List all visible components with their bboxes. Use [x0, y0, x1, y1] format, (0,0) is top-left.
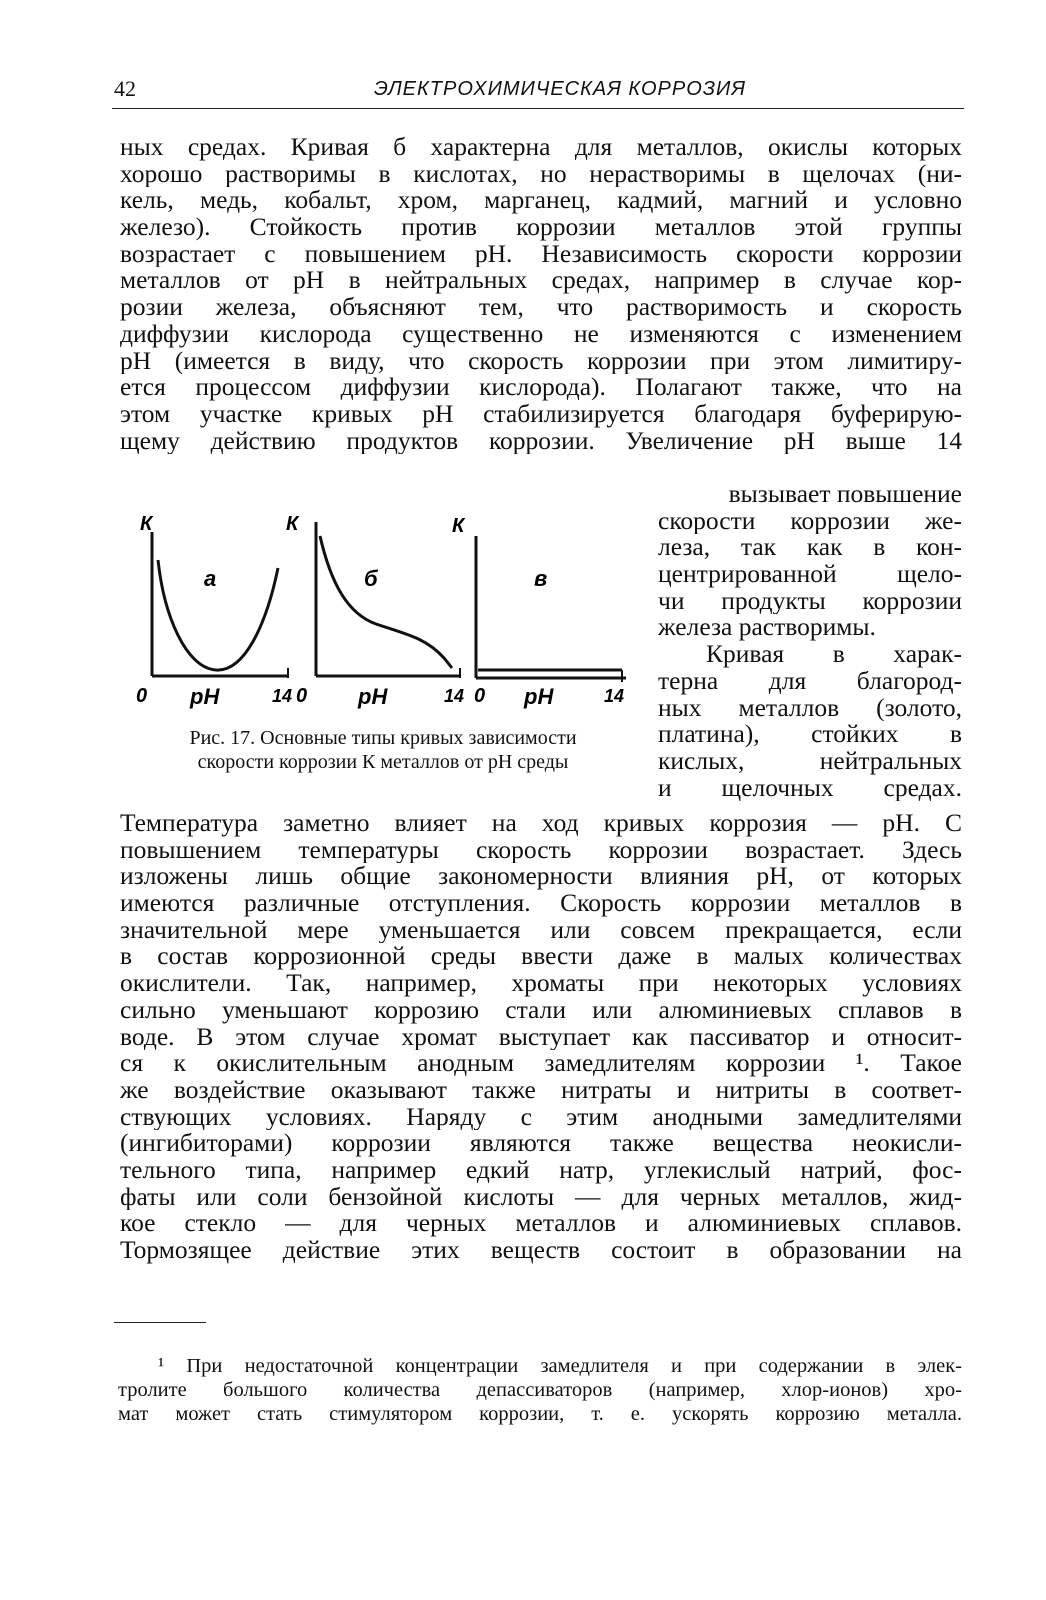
panel-b	[286, 513, 464, 709]
header-rule	[112, 108, 964, 109]
text-line: леза, так как в кон-	[658, 534, 962, 562]
panel-b-x-end: 14	[444, 686, 465, 706]
text-line: ется процессом диффузии кислорода). Полагают также, что на	[120, 374, 962, 401]
text-line: терна для благород-	[658, 667, 962, 695]
text-line: скорости коррозии же-	[658, 507, 962, 535]
text-line: ся к окислительным анодным замедлителям коррозии ¹. Такое	[120, 1050, 962, 1077]
text-line: диффузии кислорода существенно не изменяются с изменением	[120, 320, 962, 348]
panel-c-x-end: 14	[604, 686, 625, 706]
figure-caption	[118, 726, 648, 774]
text-line: железо). Стойкость против коррозии металлов этой группы	[120, 214, 962, 241]
figure-17	[126, 506, 646, 720]
text-line: ных металлов (золото,	[658, 694, 962, 722]
paragraph-bottom	[120, 810, 962, 1264]
text-line: кое стекло — для черных металлов и алюминиевых сплавов.	[120, 1210, 962, 1237]
panel-c-y-label: К	[452, 515, 465, 537]
text-line: тельного типа, например едкий натр, углекислый натрий, фос-	[120, 1156, 962, 1184]
panel-a-x-mid: pH	[190, 684, 220, 709]
text-line: платина), стойких в	[658, 721, 962, 748]
text-line: Кривая в харак-	[706, 641, 962, 668]
text-line: хорошо растворимы в кислотах, но нерастворимы в щелочах (ни-	[120, 160, 962, 188]
panel-a-x-end: 14	[272, 686, 293, 706]
text-line: ных средах. Кривая б характерна для металлов, окислы которых	[120, 134, 962, 161]
text-line: металлов от pH в нейтральных средах, например в случае кор-	[120, 267, 962, 295]
text-line: Тормозящее действие этих веществ состоит в образовании на	[120, 1237, 962, 1264]
text-line: кель, медь, кобальт, хром, марганец, кадмий, магний и условно	[120, 187, 962, 215]
text-line: сильно уменьшают коррозию стали или алюминиевых сплавов в	[120, 996, 962, 1024]
text-line: в состав коррозионной среды ввести даже в малых количествах	[120, 943, 962, 971]
running-title: ЭЛЕКТРОХИМИЧЕСКАЯ КОРРОЗИЯ	[373, 78, 746, 100]
footnote-line: мат может стать стимулятором коррозии, т. е. ускорять коррозию металла.	[118, 1403, 962, 1425]
text-line: Температура заметно влияет на ход кривых коррозия — pH. С	[120, 810, 962, 837]
text-line: и щелочных средах.	[658, 774, 962, 802]
text-line: кислых, нейтральных	[658, 747, 962, 775]
caption-line: скорости коррозии К металлов от pH среды	[197, 751, 569, 773]
panel-c	[452, 515, 626, 709]
text-line: железа растворимы.	[658, 614, 876, 642]
text-line: окислители. Так, например, хроматы при некоторых условиях	[120, 970, 962, 997]
paragraph-top	[120, 134, 962, 454]
text-line: повышением температуры скорость коррозии возрастает. Здесь	[120, 836, 962, 864]
panel-a-x-start: 0	[136, 685, 148, 707]
text-line: же воздействие оказывают также нитраты и нитриты в соответ-	[120, 1076, 962, 1104]
footnote-line: ¹ При недостаточной концентрации замедлителя и при содержании в элек-	[158, 1355, 962, 1377]
page-number: 42	[114, 76, 136, 101]
text-line: возрастает с повышением pH. Независимость скорости коррозии	[120, 240, 962, 268]
panel-c-x-start: 0	[474, 685, 486, 707]
caption-line: Рис. 17. Основные типы кривых зависимости	[189, 727, 577, 749]
text-line: этом участке кривых pH стабилизируется благодаря буферирую-	[120, 400, 962, 428]
text-line: фаты или соли бензойной кислоты — для черных металлов, жид-	[120, 1183, 962, 1211]
text-line: ствующих условиях. Наряду с этим анодными замедлителями	[120, 1103, 962, 1131]
text-line: pH (имеется в виду, что скорость коррозии при этом лимитиру-	[120, 347, 962, 375]
panel-a	[136, 513, 292, 709]
text-line: розии железа, объясняют тем, что растворимость и скорость	[120, 294, 962, 321]
text-line: имеются различные отступления. Скорость коррозии металлов в	[120, 890, 962, 917]
panel-a-letter: а	[204, 566, 217, 591]
text-line: воде. В этом случае хромат выступает как пассиватор и относит-	[120, 1023, 962, 1051]
text-line: центрированной щело-	[658, 561, 962, 588]
corrosion-curves-figure	[126, 506, 646, 720]
panel-b-x-start: 0	[296, 685, 308, 707]
panel-b-x-mid: pH	[358, 684, 388, 709]
panel-a-y-label: К	[140, 513, 153, 535]
panel-c-letter: в	[534, 566, 548, 591]
text-line: вызывает повышение	[728, 481, 962, 508]
text-line: щему действию продуктов коррозии. Увеличение pH выше 14	[120, 427, 962, 455]
panel-b-y-label: К	[286, 513, 299, 535]
paragraph-wrap-right	[658, 481, 962, 801]
text-line: изложены лишь общие закономерности влияния pH, от которых	[120, 863, 962, 891]
footnote-line: тролите большого количества депассиваторов (например, хлор-ионов) хро-	[118, 1379, 962, 1401]
footnote	[118, 1354, 962, 1426]
panel-b-curve	[320, 536, 452, 668]
panel-c-x-mid: pH	[524, 684, 554, 709]
text-line: чи продукты коррозии	[658, 587, 962, 615]
text-line: значительной мере уменьшается или совсем прекращается, если	[120, 916, 962, 944]
panel-b-letter: б	[364, 566, 378, 591]
panel-a-curve	[158, 560, 278, 670]
footnote-rule	[114, 1322, 206, 1323]
text-line: (ингибиторами) коррозии являются также вещества неокисли-	[120, 1130, 962, 1157]
